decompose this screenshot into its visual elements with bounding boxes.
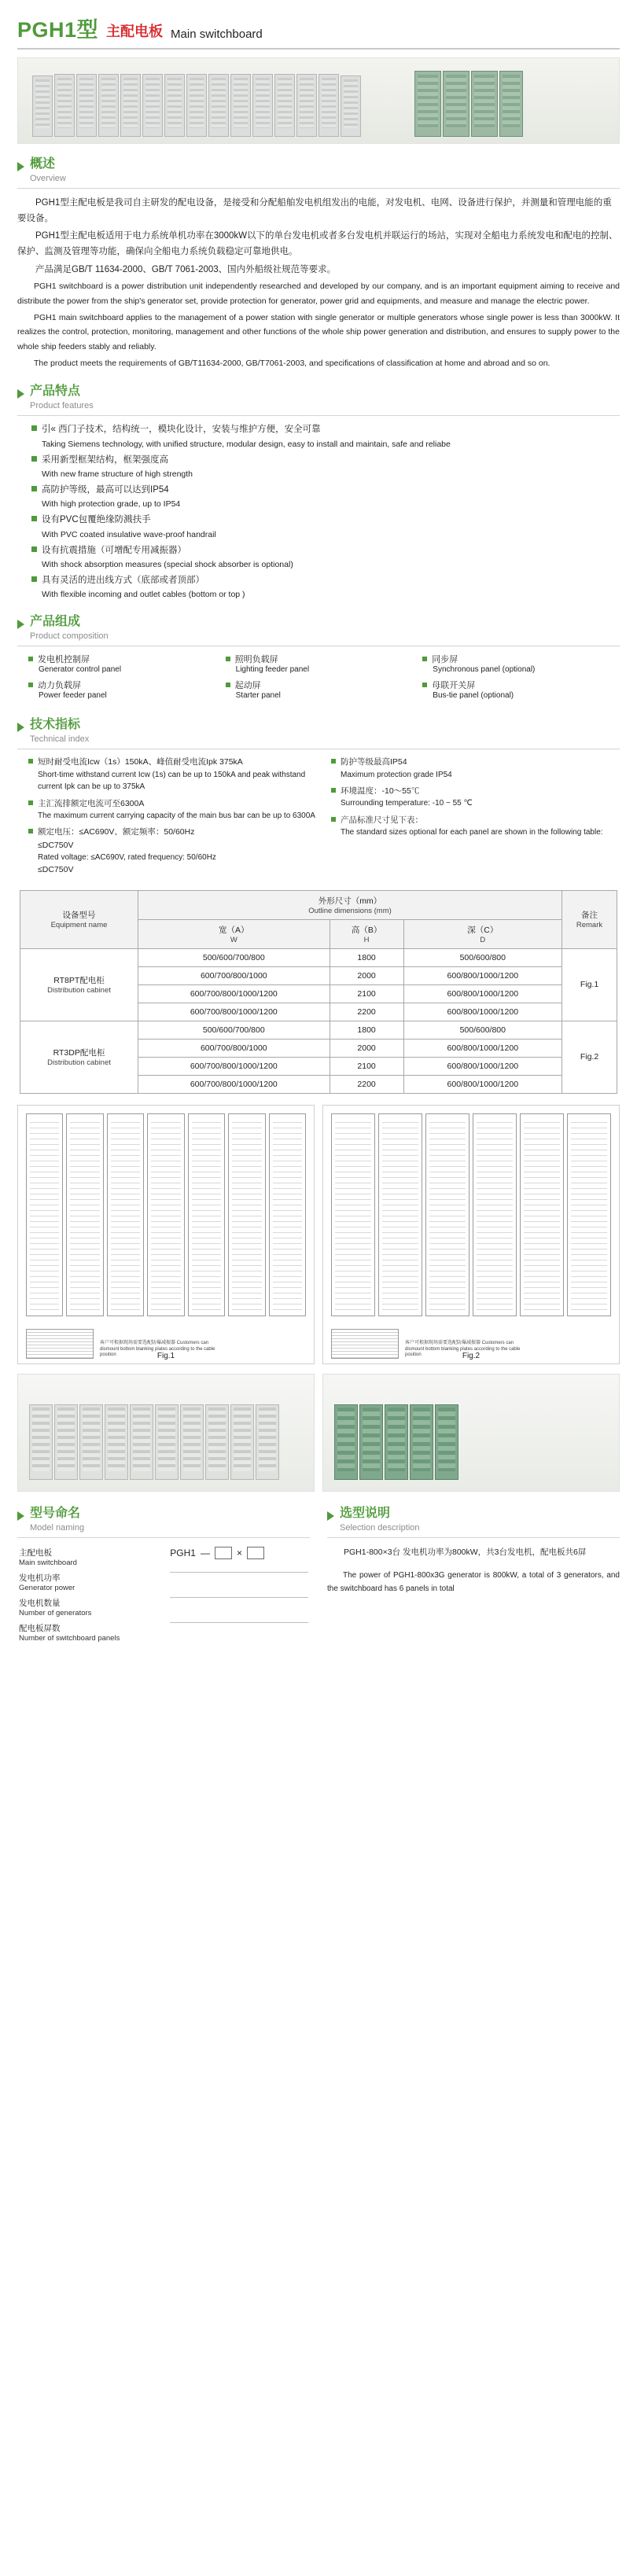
feature-label-en: With flexible incoming and outlet cables (bottom or top ) (42, 590, 245, 600)
cell-height: 2000 (330, 1039, 403, 1057)
technical-label-en: Surrounding temperature: -10 ~ 55 ℃ (341, 799, 473, 808)
technical-item (28, 826, 317, 876)
bullet-square-icon (226, 657, 230, 661)
technical-sub-cn: ≤DC750V (38, 840, 74, 850)
technical-label-en: Rated voltage: ≤AC690V, rated frequency: 50/60Hz (38, 852, 216, 862)
bullet-square-icon (28, 759, 33, 764)
cell-depth: 600/800/1000/1200 (403, 984, 562, 1003)
overview-paragraph-en-1: PGH1 switchboard is a power distribution unit independently researched and developed by our company, and is an important equipment aiming to receive and distribute the power from the ship's generator set, provide protection for generator, power grid and equipments, and measure and manage the electric power. (17, 281, 620, 306)
bottom-row (17, 1506, 620, 1662)
section-arrow-icon (17, 162, 24, 171)
naming-sep-1: — (200, 1547, 210, 1558)
composition-label-cn: 发电机控制屏 (38, 655, 90, 665)
bullet-square-icon (28, 800, 33, 805)
fig2-panels (331, 1113, 611, 1316)
drawings-row (17, 1105, 620, 1364)
bullet-square-icon (28, 657, 33, 661)
switchboard-bank-green (414, 71, 525, 137)
cell-width: 600/700/800/1000/1200 (138, 984, 330, 1003)
section-divider (17, 1537, 310, 1538)
naming-box-count (247, 1547, 264, 1559)
technical-label-cn: 防护等级最高IP54 (341, 757, 407, 767)
section-divider (17, 188, 620, 189)
naming-label-4: 配电板屏数 Number of switchboard panels (19, 1623, 120, 1643)
page-title (17, 0, 620, 46)
section-model-naming (17, 1506, 310, 1645)
composition-item (226, 653, 423, 674)
technical-label-en: Maximum protection grade IP54 (341, 770, 452, 779)
section-arrow-icon (327, 1511, 334, 1521)
fig2-caption: Fig.2 (462, 1351, 481, 1360)
composition-label-en: Power feeder panel (39, 691, 107, 701)
section-arrow-icon (17, 389, 24, 399)
section-arrow-icon (17, 620, 24, 629)
technical-item (331, 785, 620, 810)
cell-height: 2100 (330, 1057, 403, 1075)
naming-code: PGH1 (170, 1547, 196, 1558)
cell-remark: Fig.2 (562, 1021, 617, 1093)
composition-label-en: Lighting feeder panel (235, 665, 310, 675)
naming-row (17, 1620, 310, 1645)
composition-item (422, 679, 620, 700)
overview-heading-en: Overview (30, 173, 66, 183)
cell-depth: 600/800/1000/1200 (403, 1003, 562, 1021)
naming-box-power (215, 1547, 232, 1559)
title-divider (17, 48, 620, 50)
header-depth: 深（C） D (403, 919, 562, 948)
cell-depth: 600/800/1000/1200 (403, 1075, 562, 1093)
composition-heading-en: Product composition (30, 631, 109, 642)
feature-item (31, 513, 620, 541)
bullet-square-icon (31, 486, 37, 491)
table-header-row (20, 890, 617, 919)
feature-label-cn: 采用新型框架结构，框架强度高 (42, 454, 168, 465)
bullet-square-icon (28, 683, 33, 687)
cell-width: 500/600/700/800 (138, 948, 330, 966)
naming-heading-cn: 型号命名 (30, 1506, 81, 1520)
hero-product-photo (17, 57, 620, 144)
section-arrow-icon (17, 1511, 24, 1521)
feature-item (31, 573, 620, 602)
technical-label-en: Short-time withstand current Icw (1s) can be up to 150kA and peak withstand current Ipk can be up to 375kA (38, 770, 306, 792)
naming-label-1: 主配电板 Main switchboard (19, 1547, 77, 1567)
bullet-square-icon (31, 456, 37, 462)
composition-label-en: Synchronous panel (optional) (433, 665, 536, 675)
composition-item (28, 679, 226, 700)
bullet-square-icon (422, 683, 427, 687)
overview-paragraph-en-3: The product meets the requirements of GB/T11634-2000, GB/T7061-2003, and specifications of classification at home and abroad and so on. (34, 359, 550, 369)
technical-label-cn: 主汇流排额定电流可至6300A (38, 798, 145, 808)
bullet-square-icon (31, 516, 37, 521)
naming-code-row (168, 1544, 310, 1570)
naming-leader-3 (168, 1595, 310, 1620)
naming-table (17, 1544, 310, 1645)
cell-height: 2200 (330, 1003, 403, 1021)
naming-row (17, 1595, 310, 1620)
cell-width: 600/700/800/1000/1200 (138, 1057, 330, 1075)
features-heading-en: Product features (30, 400, 94, 410)
fig1-panels (26, 1113, 306, 1316)
bullet-square-icon (31, 546, 37, 552)
cell-height: 2200 (330, 1075, 403, 1093)
cell-width: 600/700/800/1000/1200 (138, 1003, 330, 1021)
feature-label-cn: 具有灵活的进出线方式（底部或者顶部） (42, 575, 204, 585)
selection-text-en: The power of PGH1-800x3G generator is 800kW, a total of 3 generators, and the switchboard has 6 panels in total (327, 1570, 620, 1593)
feature-item (31, 453, 620, 481)
fig1-note: 客户可根据现场需要选配防爆减振器 Customers can dismount bottom blanking plates according to the cable position (100, 1341, 215, 1358)
naming-sep-2: × (236, 1547, 242, 1558)
section-divider (327, 1537, 620, 1538)
section-selection (327, 1506, 620, 1645)
naming-label-2: 发电机功率 Generator power (19, 1573, 75, 1592)
cell-depth: 500/600/800 (403, 1021, 562, 1039)
selection-heading-cn: 选型说明 (340, 1506, 391, 1520)
header-width: 宽（A） W (138, 919, 330, 948)
cell-width: 600/700/800/1000/1200 (138, 1075, 330, 1093)
technical-sub-en: ≤DC750V (38, 865, 74, 875)
overview-paragraph-cn-2: PGH1型主配电板适用于电力系统单机功率在3000kW以下的单台发电机或者多台发电机并联运行的场站，实现对全船电力系统发电和配电的控制、保护、监测及管理等功能，确保向全船电力系统负载稳定可靠地供电。 (17, 231, 618, 257)
feature-label-en: With shock absorption measures (special shock absorber is optional) (42, 560, 293, 570)
photo-green-switchboard (322, 1374, 620, 1492)
naming-label-3: 发电机数量 Number of generators (19, 1598, 92, 1617)
feature-label-en: Taking Siemens technology, with unified structure, modular design, easy to install and maintain, safe and reliabe (42, 439, 451, 449)
cell-height: 1800 (330, 1021, 403, 1039)
table-row (20, 948, 617, 966)
selection-heading-en: Selection description (340, 1522, 420, 1533)
cell-remark: Fig.1 (562, 948, 617, 1021)
composition-item (422, 653, 620, 674)
switchboard-bank-grey (32, 74, 363, 137)
title-main-cn: 主配电板 (106, 24, 164, 39)
bullet-square-icon (31, 425, 37, 431)
feature-label-cn: 设有抗震措施（可增配专用减振器） (42, 545, 186, 555)
composition-label-en: Bus-tie panel (optional) (433, 691, 514, 701)
technical-label-cn: 环境温度：-10～55℃ (341, 786, 420, 797)
feature-label-cn: 高防护等级，最高可以达到IP54 (42, 484, 169, 495)
section-features (17, 384, 620, 602)
section-overview (17, 156, 620, 371)
composition-heading-cn: 产品组成 (30, 615, 81, 629)
composition-label-en: Generator control panel (39, 665, 122, 675)
overview-paragraph-en-2: PGH1 main switchboard applies to the management of a power station with single generator or multiple generators whose single power is less than 3000kW. It realizes the control, protection, monitoring, management and other functions of the whole ship power generation and distribution, and ensures to supply power to the whole ship feeders stably and reliably. (17, 312, 620, 352)
cell-depth: 600/800/1000/1200 (403, 966, 562, 984)
bullet-square-icon (331, 759, 336, 764)
cell-height: 2000 (330, 966, 403, 984)
technical-label-en: The standard sizes optional for each panel are shown in the following table: (341, 828, 603, 837)
feature-label-en: With high protection grade, up to IP54 (42, 499, 181, 510)
naming-row (17, 1544, 310, 1570)
naming-heading-en: Model naming (30, 1522, 85, 1533)
section-composition (17, 614, 620, 705)
naming-leader-4 (168, 1620, 310, 1645)
feature-label-en: With PVC coated insulative wave-proof handrail (42, 529, 216, 539)
technical-item (28, 797, 317, 822)
overview-paragraph-cn-1: PGH1型主配电板是我司自主研发的配电设备，是接受和分配船舶发电机组发出的电能，对发电机、电网、设备进行保护，并测量和管理电能的重要设备。 (17, 198, 612, 224)
composition-item (226, 679, 423, 700)
technical-label-en: The maximum current carrying capacity of the main bus bar can be up to 6300A (38, 811, 315, 820)
bullet-square-icon (422, 657, 427, 661)
header-remark: 备注 Remark (562, 890, 617, 948)
title-main-en: Main switchboard (171, 28, 263, 41)
technical-heading-cn: 技术指标 (30, 718, 81, 732)
composition-label-cn: 起动屏 (234, 681, 261, 691)
table-row (20, 1021, 617, 1039)
fig2-note: 客户可根据现场需要选配防爆减振器 Customers can dismount bottom blanking plates according to the cable position (405, 1341, 521, 1358)
cell-height: 2100 (330, 984, 403, 1003)
header-equipment-name: 设备型号 Equipment name (20, 890, 138, 948)
technical-item (331, 814, 620, 839)
technical-label-cn: 额定电压：≤AC690V、额定频率：50/60Hz (38, 827, 195, 837)
feature-item (31, 483, 620, 511)
bullet-square-icon (31, 576, 37, 582)
cell-depth: 600/800/1000/1200 (403, 1057, 562, 1075)
spec-table (20, 890, 617, 1094)
header-height: 高（B） H (330, 919, 403, 948)
cell-height: 1800 (330, 948, 403, 966)
technical-label-cn: 产品标准尺寸见下表： (341, 815, 423, 825)
cell-width: 500/600/700/800 (138, 1021, 330, 1039)
section-technical (17, 717, 620, 880)
cell-depth: 600/800/1000/1200 (403, 1039, 562, 1057)
composition-label-cn: 动力负载屏 (38, 681, 81, 691)
technical-label-cn: 短时耐受电流Icw（1s）150kA、峰值耐受电流Ipk 375kA (38, 757, 243, 767)
cell-width: 600/700/800/1000 (138, 1039, 330, 1057)
composition-label-cn: 照明负载屏 (234, 655, 278, 665)
fig1-caption: Fig.1 (156, 1351, 175, 1360)
feature-label-cn: 设有PVC包覆绝缘防溅扶手 (42, 515, 151, 525)
cell-depth: 500/600/800 (403, 948, 562, 966)
features-heading-cn: 产品特点 (30, 385, 81, 399)
photo-row (17, 1374, 620, 1492)
bullet-square-icon (331, 817, 336, 822)
feature-item (31, 422, 620, 451)
naming-leader-2 (168, 1570, 310, 1595)
bullet-square-icon (226, 683, 230, 687)
selection-text-cn: PGH1-800×3台 发电机功率为800kW，共3台发电机，配电板共6屏 (344, 1547, 587, 1558)
feature-item (31, 543, 620, 572)
composition-label-cn: 同步屏 (432, 655, 458, 665)
drawing-fig2 (322, 1105, 620, 1364)
section-divider (17, 415, 620, 416)
header-outline: 外形尺寸（mm） Outline dimensions (mm) (138, 890, 562, 919)
technical-item (28, 756, 317, 793)
cell-equipment-name: RT3DP配电柜 Distribution cabinet (20, 1021, 138, 1093)
cell-width: 600/700/800/1000 (138, 966, 330, 984)
technical-item (331, 756, 620, 781)
overview-paragraph-cn-3: 产品满足GB/T 11634-2000、GB/T 7061-2003、国内外船级社规范等要求。 (35, 264, 337, 274)
cell-equipment-name: RT8PT配电柜 Distribution cabinet (20, 948, 138, 1021)
composition-label-en: Starter panel (235, 691, 281, 701)
overview-heading-cn: 概述 (30, 157, 56, 171)
bullet-square-icon (28, 829, 33, 834)
technical-heading-en: Technical index (30, 734, 90, 745)
photo-grey-switchboard (17, 1374, 315, 1492)
title-model: PGH1型 (17, 18, 99, 42)
drawing-fig1 (17, 1105, 315, 1364)
feature-label-cn: 引« 西门子技术，结构统一，模块化设计，安装与维护方便，安全可靠 (42, 425, 321, 435)
section-arrow-icon (17, 723, 24, 732)
naming-row (17, 1570, 310, 1595)
composition-label-cn: 母联开关屏 (432, 681, 476, 691)
feature-label-en: With new frame structure of high strength (42, 469, 193, 480)
composition-item (28, 653, 226, 674)
bullet-square-icon (331, 788, 336, 793)
